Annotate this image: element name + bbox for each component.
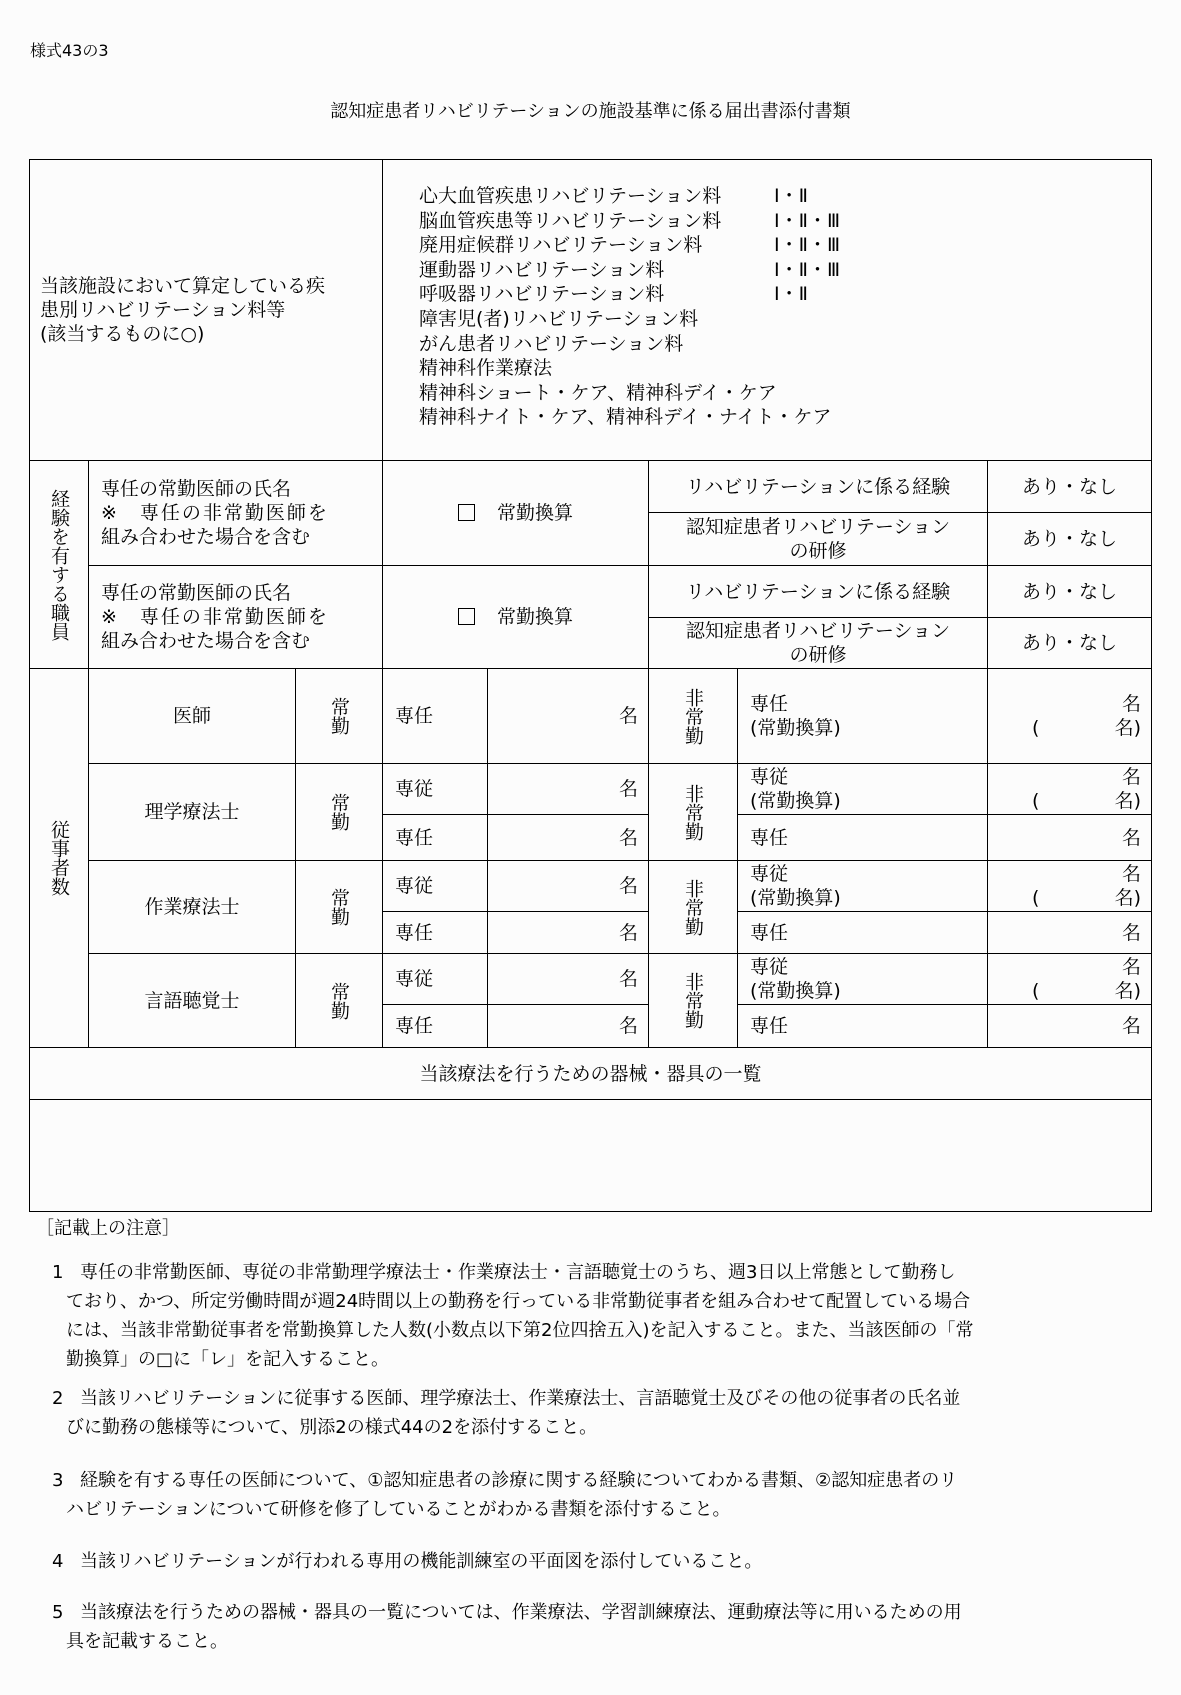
fte-checkbox[interactable] <box>458 608 475 625</box>
training-label: 認知症患者リハビリテーション の研修 <box>649 618 988 669</box>
fulltime-label: 常勤 <box>296 669 383 764</box>
fte-checkbox[interactable] <box>458 504 475 521</box>
count-input[interactable]: 名 <box>488 764 649 815</box>
equipment-list-input[interactable] <box>30 1100 1152 1212</box>
count-input[interactable]: 名 <box>488 912 649 954</box>
employment-type: 専従 <box>383 764 488 815</box>
employment-type: 専従 (常勤換算) <box>738 764 988 815</box>
count-input[interactable]: 名 ( 名) <box>988 861 1152 912</box>
employment-type: 専任 <box>738 815 988 861</box>
employment-type: 専任 <box>738 912 988 954</box>
doctor-name-label-cell: 専任の常勤医師の氏名 ※ 専任の非常勤医師を 組み合わせた場合を含む <box>89 566 383 669</box>
fulltime-label: 常勤 <box>296 954 383 1048</box>
experience-value[interactable]: あり・なし <box>988 566 1152 618</box>
employment-type: 専従 <box>383 954 488 1005</box>
training-value[interactable]: あり・なし <box>988 513 1152 566</box>
employment-type: 専任 <box>383 669 488 764</box>
document-title: 認知症患者リハビリテーションの施設基準に係る届出書添付書類 <box>330 101 851 122</box>
employment-type: 専従 <box>383 861 488 912</box>
experienced-staff-side-label: 経験を有する職員 <box>30 461 89 669</box>
count-input[interactable]: 名 <box>488 861 649 912</box>
training-value[interactable]: あり・なし <box>988 618 1152 669</box>
note-item: 4 当該リハビリテーションが行われる専用の機能訓練室の平面図を添付していること。 <box>52 1551 763 1572</box>
doctor-name-label-cell: 専任の常勤医師の氏名 ※ 専任の非常勤医師を 組み合わせた場合を含む <box>89 461 383 566</box>
fees-label: 当該施設において算定している疾 患別リハビリテーション料等 (該当するものに○) <box>40 275 326 345</box>
employment-type: 専任 (常勤換算) <box>738 669 988 764</box>
fee-item[interactable]: 心大血管疾患リハビリテーション料 Ⅰ・Ⅱ <box>419 185 808 207</box>
experience-label: リハビリテーションに係る経験 <box>649 461 988 513</box>
note-item: 1 専任の非常勤医師、専従の非常勤理学療法士・作業療法士・言語聴覚士のうち、週3日以上常態として勤務し ており、かつ、所定労働時間が週24時間以上の勤務を行っている非常勤従事者を組み合わせて配置している場合 には、当該非常勤従事者を常勤換算した人数(小数点以下第2位四捨五入)を記入すること。また、当該医師の「常 勤換算」の□に「レ」を記入すること。 <box>52 1262 974 1370</box>
role-label: 医師 <box>89 669 296 764</box>
experience-label: リハビリテーションに係る経験 <box>649 566 988 618</box>
fulltime-label: 常勤 <box>296 764 383 861</box>
doctor-name-input-cell[interactable]: 常勤換算 <box>383 461 649 566</box>
staff-count-side-label: 従事者数 <box>30 669 89 1048</box>
count-input[interactable]: 名 ( 名) <box>988 764 1152 815</box>
count-input[interactable]: 名 <box>488 954 649 1005</box>
note-item: 2 当該リハビリテーションに従事する医師、理学療法士、作業療法士、言語聴覚士及びその他の従事者の氏名並 びに勤務の態様等について、別添2の様式44の2を添付すること。 <box>52 1388 961 1438</box>
application-form-table <box>29 159 1152 1212</box>
note-item: 5 当該療法を行うための器械・器具の一覧については、作業療法、学習訓練療法、運動療法等に用いるための用 具を記載すること。 <box>52 1602 962 1652</box>
employment-type: 専任 <box>383 912 488 954</box>
employment-type: 専従 (常勤換算) <box>738 954 988 1005</box>
fee-item[interactable]: 運動器リハビリテーション料 Ⅰ・Ⅱ・Ⅲ <box>419 258 841 281</box>
count-input[interactable]: 名 ( 名) <box>988 669 1152 764</box>
role-label: 言語聴覚士 <box>89 954 296 1048</box>
count-input[interactable]: 名 <box>988 815 1152 861</box>
employment-type: 専任 <box>383 815 488 861</box>
experience-value[interactable]: あり・なし <box>988 461 1152 513</box>
fee-item[interactable]: 脳血管疾患等リハビリテーション料 Ⅰ・Ⅱ・Ⅲ <box>419 209 841 232</box>
fee-item[interactable]: 廃用症候群リハビリテーション料 Ⅰ・Ⅱ・Ⅲ <box>419 234 841 257</box>
fee-item[interactable]: がん患者リハビリテーション料 <box>419 332 684 355</box>
employment-type: 専任 <box>738 1005 988 1048</box>
fees-label-cell <box>30 160 383 461</box>
count-input[interactable]: 名 <box>988 1005 1152 1048</box>
notes-heading: ［記載上の注意］ <box>36 1218 180 1239</box>
employment-type: 専従 (常勤換算) <box>738 861 988 912</box>
note-item: 3 経験を有する専任の医師について、①認知症患者の診療に関する経験についてわかる書類、②認知症患者のリ ハビリテーションについて研修を修了していることがわかる書類を添付すること。 <box>52 1470 958 1520</box>
fee-item[interactable]: 障害児(者)リハビリテーション料 <box>419 307 699 330</box>
fees-list-cell[interactable] <box>383 160 1152 461</box>
role-label: 理学療法士 <box>89 764 296 861</box>
parttime-label: 非常勤 <box>649 764 738 861</box>
fee-item[interactable]: 精神科ナイト・ケア、精神科デイ・ナイト・ケア <box>419 406 832 429</box>
fee-item[interactable]: 呼吸器リハビリテーション料 Ⅰ・Ⅱ <box>419 283 808 306</box>
count-input[interactable]: 名 ( 名) <box>988 954 1152 1005</box>
count-input[interactable]: 名 <box>988 912 1152 954</box>
employment-type: 専任 <box>383 1005 488 1048</box>
parttime-label: 非常勤 <box>649 861 738 954</box>
form-id: 様式43の3 <box>30 41 109 60</box>
fulltime-label: 常勤 <box>296 861 383 954</box>
fee-item[interactable]: 精神科作業療法 <box>419 357 553 380</box>
count-input[interactable]: 名 <box>488 1005 649 1048</box>
parttime-label: 非常勤 <box>649 669 738 764</box>
count-input[interactable]: 名 <box>488 669 649 764</box>
equipment-header: 当該療法を行うための器械・器具の一覧 <box>30 1048 1152 1100</box>
doctor-name-input-cell[interactable]: 常勤換算 <box>383 566 649 669</box>
fee-list <box>383 160 1151 430</box>
training-label: 認知症患者リハビリテーション の研修 <box>649 513 988 566</box>
role-label: 作業療法士 <box>89 861 296 954</box>
count-input[interactable]: 名 <box>488 815 649 861</box>
fee-item[interactable]: 精神科ショート・ケア、精神科デイ・ケア <box>419 381 777 404</box>
parttime-label: 非常勤 <box>649 954 738 1048</box>
